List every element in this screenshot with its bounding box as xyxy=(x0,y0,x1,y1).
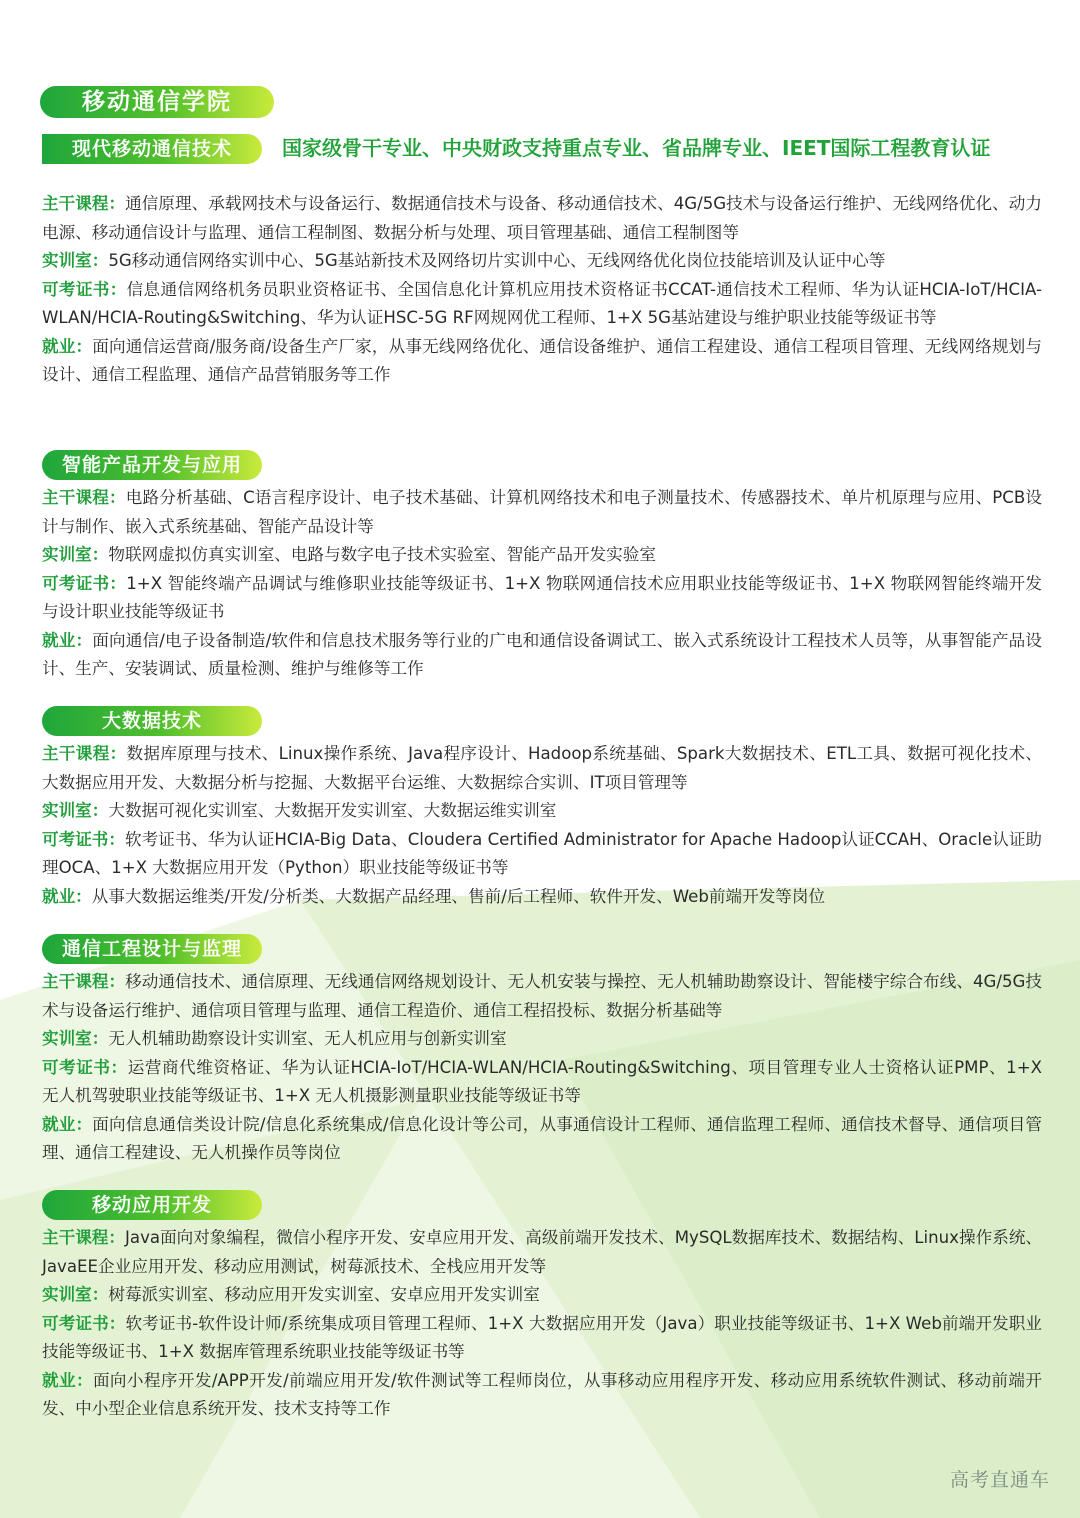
jobs-label: 就业： xyxy=(42,630,93,650)
certs-label: 可考证书： xyxy=(42,279,127,299)
training-label: 实训室： xyxy=(42,545,109,564)
courses-text: 电路分析基础、C语言程序设计、电子技术基础、计算机网络技术和电子测量技术、传感器技术、单片机原理与应用、PCB设计与制作、嵌入式系统基础、智能产品设计等 xyxy=(42,488,1042,536)
jobs-label: 就业： xyxy=(42,886,92,906)
training-line xyxy=(42,1025,1042,1054)
major-section-mobile-app xyxy=(42,1190,1042,1424)
major-name: 智能产品开发与应用 xyxy=(42,450,262,480)
courses-label: 主干课程： xyxy=(42,194,126,213)
jobs-text: 面向小程序开发/APP开发/前端应用开发/软件测试等工程师岗位，从事移动应用程序开发、移动应用系统软件测试、移动前端开发、中小型企业信息系统开发、技术支持等工作 xyxy=(42,1370,1042,1418)
jobs-line xyxy=(42,1367,1042,1424)
certs-text: 信息通信网络机务员职业资格证书、全国信息化计算机应用技术资格证书CCAT-通信技术工程师、华为认证HCIA-IoT/HCIA-WLAN/HCIA-Routing&Switching、华为认证HSC-5G RF网规网优工程师、1+X 5G基站建设与维护职业技能等级证书等 xyxy=(42,279,1043,327)
certs-line xyxy=(42,276,1042,333)
courses-text: Java面向对象编程，微信小程序开发、安卓应用开发、高级前端开发技术、MySQL数据库技术、数据结构、Linux操作系统、JavaEE企业应用开发、移动应用测试，树莓派技术、全栈应用开发等 xyxy=(42,1228,1043,1276)
training-label: 实训室： xyxy=(42,1285,109,1304)
training-text: 5G移动通信网络实训中心、5G基站新技术及网络切片实训中心、无线网络优化岗位技能培训及认证中心等 xyxy=(108,251,886,270)
courses-line xyxy=(42,968,1042,1025)
training-line xyxy=(42,1281,1042,1310)
jobs-text: 面向通信运营商/服务商/设备生产厂家，从事无线网络优化、通信设备维护、通信工程建设、通信工程项目管理、无线网络规划与设计、通信工程监理、通信产品营销服务等工作 xyxy=(42,336,1043,384)
major-section-mobile-comm xyxy=(42,134,1042,390)
major-name: 移动应用开发 xyxy=(42,1190,262,1220)
training-text: 物联网虚拟仿真实训室、电路与数字电子技术实验室、智能产品开发实验室 xyxy=(108,545,656,564)
certs-line xyxy=(42,1054,1042,1111)
certs-text: 运营商代维资格证、华为认证HCIA-IoT/HCIA-WLAN/HCIA-Routing&Switching、项目管理专业人士资格认证PMP、1+X 无人机驾驶职业技能等级证书、1+X 无人机摄影测量职业技能等级证书等 xyxy=(42,1057,1042,1105)
courses-label: 主干课程： xyxy=(42,488,126,507)
certs-line xyxy=(42,1310,1042,1367)
certs-line xyxy=(42,570,1042,627)
certs-label: 可考证书： xyxy=(42,1057,128,1077)
training-label: 实训室： xyxy=(42,1029,109,1048)
certs-label: 可考证书： xyxy=(42,1313,126,1333)
jobs-label: 就业： xyxy=(42,1114,93,1134)
training-line xyxy=(42,247,1042,276)
certs-label: 可考证书： xyxy=(42,829,125,849)
courses-text: 移动通信技术、通信原理、无线通信网络规划设计、无人机安装与操控、无人机辅助勘察设计、智能楼宇综合布线、4G/5G技术与设备运行维护、通信项目管理与监理、通信工程造价、通信工程招投标、数据分析基础等 xyxy=(42,972,1043,1020)
courses-line xyxy=(42,484,1042,541)
major-section-comm-design xyxy=(42,934,1042,1168)
courses-text: 数据库原理与技术、Linux操作系统、Java程序设计、Hadoop系统基础、Spark大数据技术、ETL工具、数据可视化技术、大数据应用开发、大数据分析与挖掘、大数据平台运维、大数据综合实训、IT项目管理等 xyxy=(42,744,1043,792)
courses-line xyxy=(42,740,1042,797)
training-text: 无人机辅助勘察设计实训室、无人机应用与创新实训室 xyxy=(108,1029,507,1048)
certs-text: 1+X 智能终端产品调试与维修职业技能等级证书、1+X 物联网通信技术应用职业技能等级证书、1+X 物联网智能终端开发与设计职业技能等级证书 xyxy=(42,573,1042,621)
certs-label: 可考证书： xyxy=(42,573,127,593)
training-line xyxy=(42,797,1042,826)
major-section-smart-product xyxy=(42,450,1042,684)
courses-line xyxy=(42,1224,1042,1281)
jobs-label: 就业： xyxy=(42,1370,93,1390)
certs-text: 软考证书、华为认证HCIA-Big Data、Cloudera Certified Administrator for Apache Hadoop认证CCAH、Oracle认证助理OCA、1+X 大数据应用开发（Python）职业技能等级证书等 xyxy=(42,829,1043,877)
jobs-label: 就业： xyxy=(42,336,93,356)
certs-line xyxy=(42,826,1042,883)
jobs-line xyxy=(42,333,1042,390)
jobs-line xyxy=(42,1111,1042,1168)
jobs-text: 从事大数据运维类/开发/分析类、大数据产品经理、售前/后工程师、软件开发、Web前端开发等岗位 xyxy=(91,886,826,906)
college-title: 移动通信学院 xyxy=(40,86,274,118)
jobs-text: 面向通信/电子设备制造/软件和信息技术服务等行业的广电和通信设备调试工、嵌入式系统设计工程技术人员等，从事智能产品设计、生产、安装调试、质量检测、维护与维修等工作 xyxy=(42,630,1043,678)
courses-text: 通信原理、承载网技术与设备运行、数据通信技术与设备、移动通信技术、4G/5G技术与设备运行维护、无线网络优化、动力电源、移动通信设计与监理、通信工程制图、数据分析与处理、项目管理基础、通信工程制图等 xyxy=(42,194,1043,242)
training-text: 树莓派实训室、移动应用开发实训室、安卓应用开发实训室 xyxy=(108,1285,540,1304)
watermark: 高考直通车 xyxy=(949,1469,1050,1491)
jobs-line xyxy=(42,883,1042,912)
courses-label: 主干课程： xyxy=(42,972,126,991)
training-line xyxy=(42,541,1042,570)
courses-label: 主干课程： xyxy=(42,1228,126,1247)
courses-label: 主干课程： xyxy=(42,744,127,763)
training-label: 实训室： xyxy=(42,251,109,270)
certs-text: 软考证书-软件设计师/系统集成项目管理工程师、1+X 大数据应用开发（Java）职业技能等级证书、1+X Web前端开发职业技能等级证书、1+X 数据库管理系统职业技能等级证书等 xyxy=(42,1313,1042,1361)
major-name: 大数据技术 xyxy=(42,706,262,736)
jobs-line xyxy=(42,627,1042,684)
major-name: 现代移动通信技术 xyxy=(42,134,262,164)
major-name: 通信工程设计与监理 xyxy=(42,934,262,964)
major-section-big-data xyxy=(42,706,1042,911)
major-honor: 国家级骨干专业、中央财政支持重点专业、省品牌专业、IEET国际工程教育认证 xyxy=(282,136,991,160)
jobs-text: 面向信息通信类设计院/信息化系统集成/信息化设计等公司，从事通信设计工程师、通信监理工程师、通信技术督导、通信项目管理、通信工程建设、无人机操作员等岗位 xyxy=(42,1114,1043,1162)
training-text: 大数据可视化实训室、大数据开发实训室、大数据运维实训室 xyxy=(108,801,557,820)
training-label: 实训室： xyxy=(42,801,109,820)
courses-line xyxy=(42,190,1042,247)
